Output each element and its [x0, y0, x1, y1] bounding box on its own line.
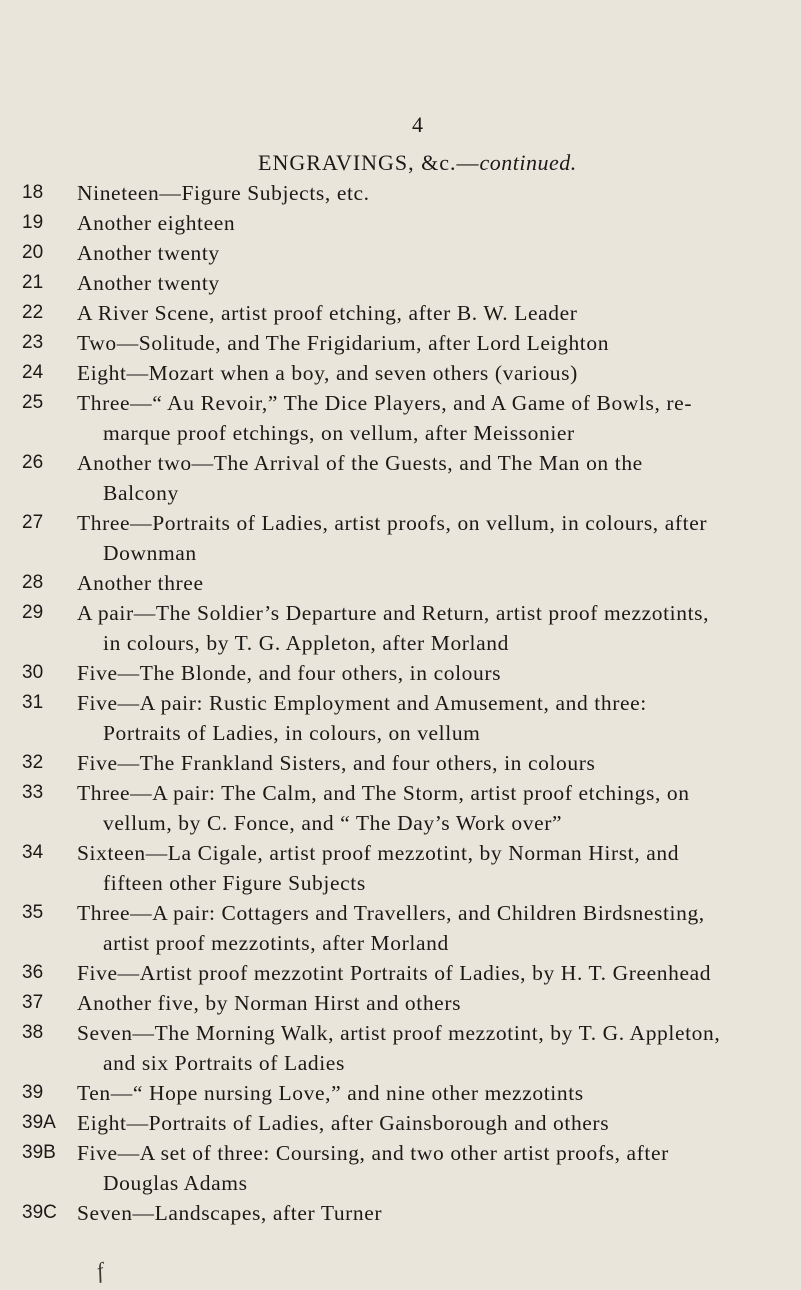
lot-description [77, 688, 792, 748]
lot-entry [22, 178, 792, 208]
lot-entry [22, 1138, 792, 1198]
lot-entry [22, 838, 792, 898]
lot-description [77, 958, 792, 988]
lot-description-line: Five—A set of three: Coursing, and two other artist proofs, after [77, 1141, 669, 1165]
lot-entry [22, 388, 792, 448]
lot-number: 33 [22, 782, 44, 803]
lot-number: 39 [22, 1082, 44, 1103]
lot-number: 28 [22, 572, 44, 593]
lot-description [77, 508, 792, 568]
running-head [258, 150, 577, 176]
lot-description-line: Another eighteen [77, 211, 236, 235]
lot-entry [22, 358, 792, 388]
lot-description-line: Eight—Portraits of Ladies, after Gainsborough and others [77, 1111, 610, 1135]
lot-number: 36 [22, 962, 44, 983]
lot-description-continuation: fifteen other Figure Subjects [103, 871, 366, 895]
lot-entry [22, 598, 792, 658]
lot-description-line: Sixteen—La Cigale, artist proof mezzotint, by Norman Hirst, and [77, 841, 680, 865]
lot-number: 31 [22, 692, 44, 713]
lot-number: 21 [22, 272, 44, 293]
lot-description-line: Nineteen—Figure Subjects, etc. [77, 181, 370, 205]
lot-entry [22, 508, 792, 568]
lot-description [77, 1138, 792, 1198]
lot-entry [22, 448, 792, 508]
lot-entry [22, 688, 792, 748]
lot-description [77, 1108, 792, 1138]
lot-description [77, 898, 792, 958]
lot-description-line: Five—The Frankland Sisters, and four others, in colours [77, 751, 596, 775]
page-number: 4 [412, 112, 423, 137]
lot-entry [22, 238, 792, 268]
lot-entry [22, 1018, 792, 1078]
lot-description-continuation: in colours, by T. G. Appleton, after Morland [103, 631, 509, 655]
lot-description-continuation: Douglas Adams [103, 1171, 248, 1195]
lot-description [77, 778, 792, 838]
lot-number: 24 [22, 362, 44, 383]
lot-list [22, 178, 792, 1228]
lot-description-continuation: Portraits of Ladies, in colours, on vellum [103, 721, 481, 745]
lot-number: 22 [22, 302, 44, 323]
lot-number: 18 [22, 182, 44, 203]
margin-mark: f [94, 1257, 106, 1284]
running-head-title: ENGRAVINGS, &c.— [258, 150, 480, 175]
lot-description [77, 658, 792, 688]
lot-description [77, 238, 792, 268]
lot-description [77, 1078, 792, 1108]
lot-number: 29 [22, 602, 44, 623]
lot-entry [22, 988, 792, 1018]
lot-description [77, 748, 792, 778]
lot-description-line: Three—Portraits of Ladies, artist proofs, on vellum, in colours, after [77, 511, 708, 535]
lot-entry [22, 898, 792, 958]
lot-description-continuation: and six Portraits of Ladies [103, 1051, 345, 1075]
lot-description-line: Another two—The Arrival of the Guests, and The Man on the [77, 451, 643, 475]
lot-description [77, 328, 792, 358]
lot-number: 39A [22, 1112, 56, 1133]
lot-number: 25 [22, 392, 44, 413]
lot-description [77, 1198, 792, 1228]
lot-description-continuation: vellum, by C. Fonce, and “ The Day’s Work over” [103, 811, 563, 835]
lot-description-line: A pair—The Soldier’s Departure and Return, artist proof mezzotints, [77, 601, 710, 625]
lot-description [77, 838, 792, 898]
lot-description-line: Another twenty [77, 241, 220, 265]
lot-number: 20 [22, 242, 44, 263]
lot-entry [22, 748, 792, 778]
lot-description-line: Three—A pair: Cottagers and Travellers, and Children Birdsnesting, [77, 901, 705, 925]
lot-number: 19 [22, 212, 44, 233]
lot-description-line: Seven—Landscapes, after Turner [77, 1201, 383, 1225]
lot-number: 26 [22, 452, 44, 473]
lot-entry [22, 268, 792, 298]
lot-description-line: A River Scene, artist proof etching, after B. W. Leader [77, 301, 578, 325]
lot-description [77, 268, 792, 298]
lot-description-line: Two—Solitude, and The Frigidarium, after Lord Leighton [77, 331, 610, 355]
lot-description-line: Ten—“ Hope nursing Love,” and nine other mezzotints [77, 1081, 584, 1105]
lot-description [77, 598, 792, 658]
lot-description-continuation: marque proof etchings, on vellum, after Meissonier [103, 421, 575, 445]
lot-description-line: Seven—The Morning Walk, artist proof mezzotint, by T. G. Appleton, [77, 1021, 721, 1045]
lot-number: 38 [22, 1022, 44, 1043]
lot-description-continuation: artist proof mezzotints, after Morland [103, 931, 449, 955]
lot-number: 27 [22, 512, 44, 533]
lot-description [77, 448, 792, 508]
lot-description [77, 988, 792, 1018]
lot-description-line: Three—A pair: The Calm, and The Storm, artist proof etchings, on [77, 781, 690, 805]
lot-description [77, 568, 792, 598]
lot-description [77, 388, 792, 448]
lot-entry [22, 658, 792, 688]
lot-description-line: Three—“ Au Revoir,” The Dice Players, and A Game of Bowls, re- [77, 391, 693, 415]
lot-description [77, 298, 792, 328]
lot-description-line: Another three [77, 571, 204, 595]
lot-description-continuation: Downman [103, 541, 197, 565]
lot-description [77, 208, 792, 238]
lot-number: 39C [22, 1202, 57, 1223]
lot-description [77, 178, 792, 208]
lot-entry [22, 958, 792, 988]
lot-number: 37 [22, 992, 44, 1013]
lot-number: 34 [22, 842, 44, 863]
lot-entry [22, 778, 792, 838]
lot-description [77, 358, 792, 388]
lot-number: 30 [22, 662, 44, 683]
lot-description-continuation: Balcony [103, 481, 179, 505]
lot-entry [22, 298, 792, 328]
lot-number: 39B [22, 1142, 56, 1163]
lot-description-line: Eight—Mozart when a boy, and seven others (various) [77, 361, 578, 385]
lot-number: 32 [22, 752, 44, 773]
lot-description-line: Five—Artist proof mezzotint Portraits of Ladies, by H. T. Greenhead [77, 961, 712, 985]
lot-number: 35 [22, 902, 44, 923]
lot-entry [22, 1108, 792, 1138]
lot-description [77, 1018, 792, 1078]
lot-entry [22, 328, 792, 358]
lot-description-line: Five—The Blonde, and four others, in colours [77, 661, 502, 685]
lot-description-line: Five—A pair: Rustic Employment and Amusement, and three: [77, 691, 647, 715]
lot-entry [22, 1198, 792, 1228]
lot-entry [22, 568, 792, 598]
lot-number: 23 [22, 332, 44, 353]
lot-entry [22, 1078, 792, 1108]
lot-description-line: Another five, by Norman Hirst and others [77, 991, 462, 1015]
lot-description-line: Another twenty [77, 271, 220, 295]
running-head-continued: continued. [479, 150, 577, 175]
lot-entry [22, 208, 792, 238]
